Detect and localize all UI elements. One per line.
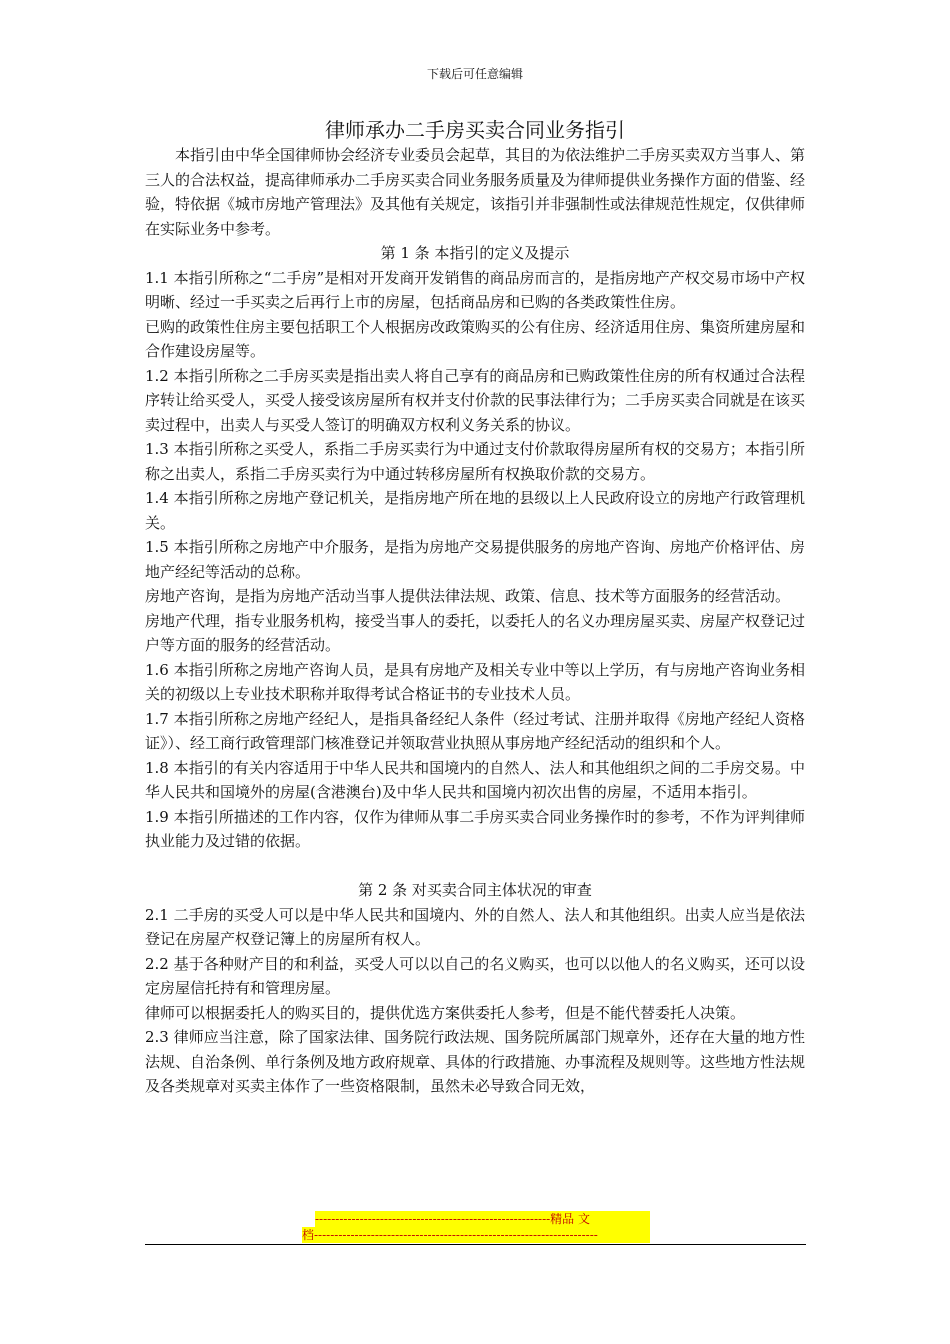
body-paragraph: 2.3 律师应当注意，除了国家法律、国务院行政法规、国务院所属部门规章外，还存在大量的地方性法规、自治条例、单行条例及地方政府规章、具体的行政措施、办事流程及规则等。这些地方性法规及各类规章对买卖主体作了一些资格限制，虽然未必导致合同无效，	[145, 1028, 806, 1095]
body-paragraph: 1.7 本指引所称之房地产经纪人，是指具备经纪人条件（经过考试、注册并取得《房地产经纪人资格证》）、经工商行政管理部门核准登记并领取营业执照从事房地产经纪活动的组织和个人。	[145, 709, 805, 752]
footer-divider	[145, 1244, 806, 1245]
body-paragraph: 1.1 本指引所称之“二手房”是相对开发商开发销售的商品房而言的，是指房地产产权交易市场中产权明晰、经过一手买卖之后再行上市的房屋，包括商品房和已购的各类政策性住房。	[145, 268, 805, 311]
body-paragraph: 1.2 本指引所称之二手房买卖是指出卖人将自己享有的商品房和已购政策性住房的所有权通过合法程序转让给买受人，买受人接受该房屋所有权并支付价款的民事法律行为；二手房买卖合同就是在该买卖过程中，出卖人与买受人签订的明确双方权利义务关系的协议。	[145, 366, 806, 434]
body-paragraph: 房地产咨询，是指为房地产活动当事人提供法律法规、政策、信息、技术等方面服务的经营活动。	[145, 587, 791, 605]
body-paragraph: 1.5 本指引所称之房地产中介服务，是指为房地产交易提供服务的房地产咨询、房地产价格评估、房地产经纪等活动的总称。	[145, 538, 805, 581]
body-paragraph: 已购的政策性住房主要包括职工个人根据房改政策购买的公有住房、经济适用住房、集资所建房屋和合作建设房屋等。	[145, 317, 806, 360]
body-paragraph: 2.1 二手房的买受人可以是中华人民共和国境内、外的自然人、法人和其他组织。出卖人应当是依法登记在房屋产权登记簿上的房屋所有权人。	[145, 905, 805, 948]
document-body	[145, 143, 805, 1099]
body-paragraph: 1.3 本指引所称之买受人，系指二手房买卖行为中通过支付价款取得房屋所有权的交易方；本指引所称之出卖人，系指二手房买卖行为中通过转移房屋所有权换取价款的交易方。	[145, 440, 805, 483]
header-note: 下载后可任意编辑	[426, 67, 523, 81]
blank-line	[145, 854, 805, 879]
document-title: 律师承办二手房买卖合同业务指引	[325, 118, 625, 142]
footer-watermark-text: ----------------------------------------------------------精品 文	[315, 1212, 590, 1226]
body-paragraph: 房地产代理，指专业服务机构，接受当事人的委托，以委托人的名义办理房屋买卖、房屋产权登记过户等方面的服务的经营活动。	[145, 611, 806, 654]
footer-watermark-text: 档----------------------------------------------------------------------	[302, 1228, 598, 1242]
body-paragraph: 2.2 基于各种财产目的和利益，买受人可以以自己的名义购买，也可以以他人的名义购买，还可以设定房屋信托持有和管理房屋。	[145, 954, 805, 997]
body-paragraph: 律师可以根据委托人的购买目的，提供优选方案供委托人参考，但是不能代替委托人决策。	[145, 1003, 746, 1022]
body-paragraph: 1.9 本指引所描述的工作内容，仅作为律师从事二手房买卖合同业务操作时的参考，不作为评判律师执业能力及过错的依据。	[145, 807, 805, 850]
footer-watermark-line-1	[315, 1211, 650, 1227]
section-heading: 第 2 条 对买卖合同主体状况的审查	[358, 881, 592, 899]
footer-watermark-line-2	[302, 1227, 650, 1243]
body-paragraph: 1.8 本指引的有关内容适用于中华人民共和国境内的自然人、法人和其他组织之间的二手房交易。中华人民共和国境外的房屋(含港澳台)及中华人民共和国境内初次出售的房屋，不适用本指引。	[145, 758, 805, 801]
section-heading: 第 1 条 本指引的定义及提示	[380, 244, 570, 262]
body-paragraph: 1.4 本指引所称之房地产登记机关，是指房地产所在地的县级以上人民政府设立的房地产行政管理机关。	[145, 489, 805, 532]
body-paragraph: 1.6 本指引所称之房地产咨询人员，是具有房地产及相关专业中等以上学历，有与房地产咨询业务相关的初级以上专业技术职称并取得考试合格证书的专业技术人员。	[145, 660, 805, 703]
intro-paragraph: 本指引由中华全国律师协会经济专业委员会起草，其目的为依法维护二手房买卖双方当事人、第三人的合法权益，提高律师承办二手房买卖合同业务服务质量及为律师提供业务操作方面的借鉴、经验，特依据《城市房地产管理法》及其他有关规定，该指引并非强制性或法律规范性规定，仅供律师在实际业务中参考。	[145, 146, 806, 238]
